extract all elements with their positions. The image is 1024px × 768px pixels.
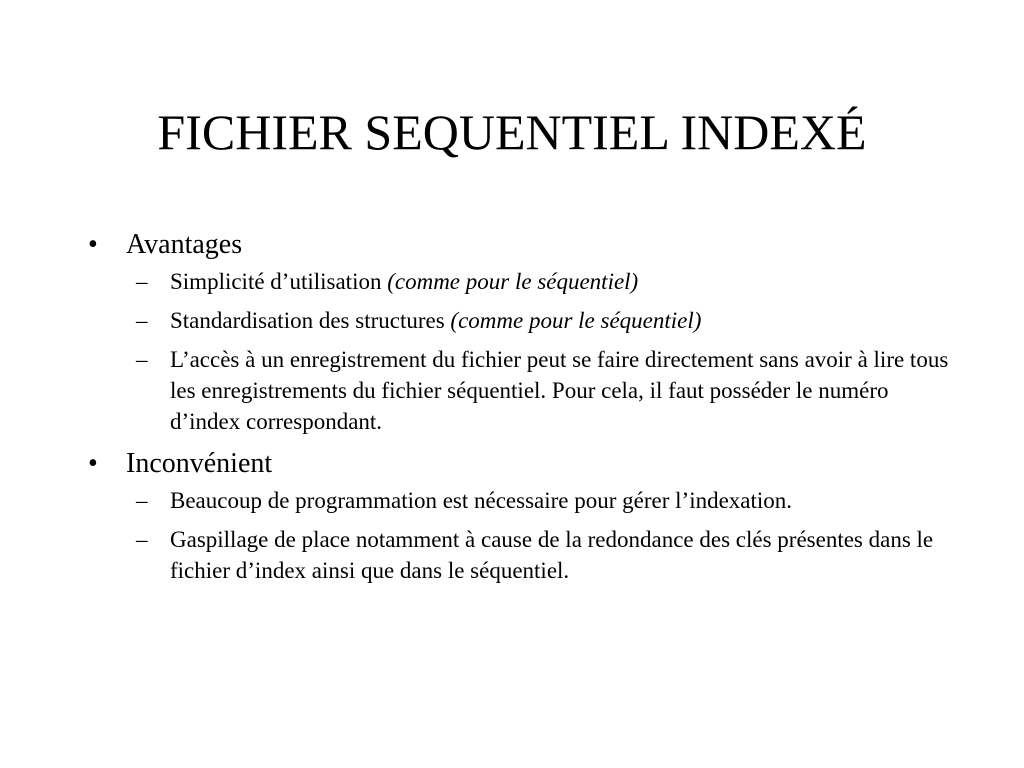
- dash-marker: –: [136, 527, 148, 552]
- bullet-marker: •: [88, 229, 98, 260]
- bullet-marker: •: [88, 448, 98, 479]
- bullet-disadvantage: [84, 445, 964, 586]
- advantage-item: [126, 266, 964, 297]
- dash-marker: –: [136, 488, 148, 513]
- advantage-item: [126, 305, 964, 336]
- advantage-note: (comme pour le séquentiel): [387, 269, 639, 294]
- dash-marker: –: [136, 269, 148, 294]
- disadvantage-text: Gaspillage de place notamment à cause de la redondance des clés présentes dans le fichier d’index ainsi que dans le séquentiel.: [170, 527, 934, 583]
- bullet-label-disadvantage: Inconvénient: [126, 448, 273, 479]
- disadvantage-item: [126, 524, 964, 586]
- slide-content: [84, 226, 964, 594]
- disadvantage-item: [126, 485, 964, 516]
- bullet-list: [84, 226, 964, 586]
- advantage-item: [126, 344, 964, 437]
- disadvantages-list: [126, 485, 964, 586]
- disadvantage-text: Beaucoup de programmation est nécessaire pour gérer l’indexation.: [170, 488, 793, 513]
- advantage-note: (comme pour le séquentiel): [450, 308, 702, 333]
- advantage-text: L’accès à un enregistrement du fichier peut se faire directement sans avoir à lire tous les enregistrements du fichier séquentiel. Pour cela, il faut posséder le numéro d’index correspondant.: [170, 347, 949, 434]
- slide-title: FICHIER SEQUENTIEL INDEXÉ: [157, 104, 867, 160]
- dash-marker: –: [136, 347, 148, 372]
- dash-marker: –: [136, 308, 148, 333]
- bullet-advantages: [84, 226, 964, 437]
- bullet-label-advantages: Avantages: [126, 229, 243, 260]
- advantage-text: Standardisation des structures: [170, 308, 451, 333]
- advantages-list: [126, 266, 964, 437]
- advantage-text: Simplicité d’utilisation: [170, 269, 388, 294]
